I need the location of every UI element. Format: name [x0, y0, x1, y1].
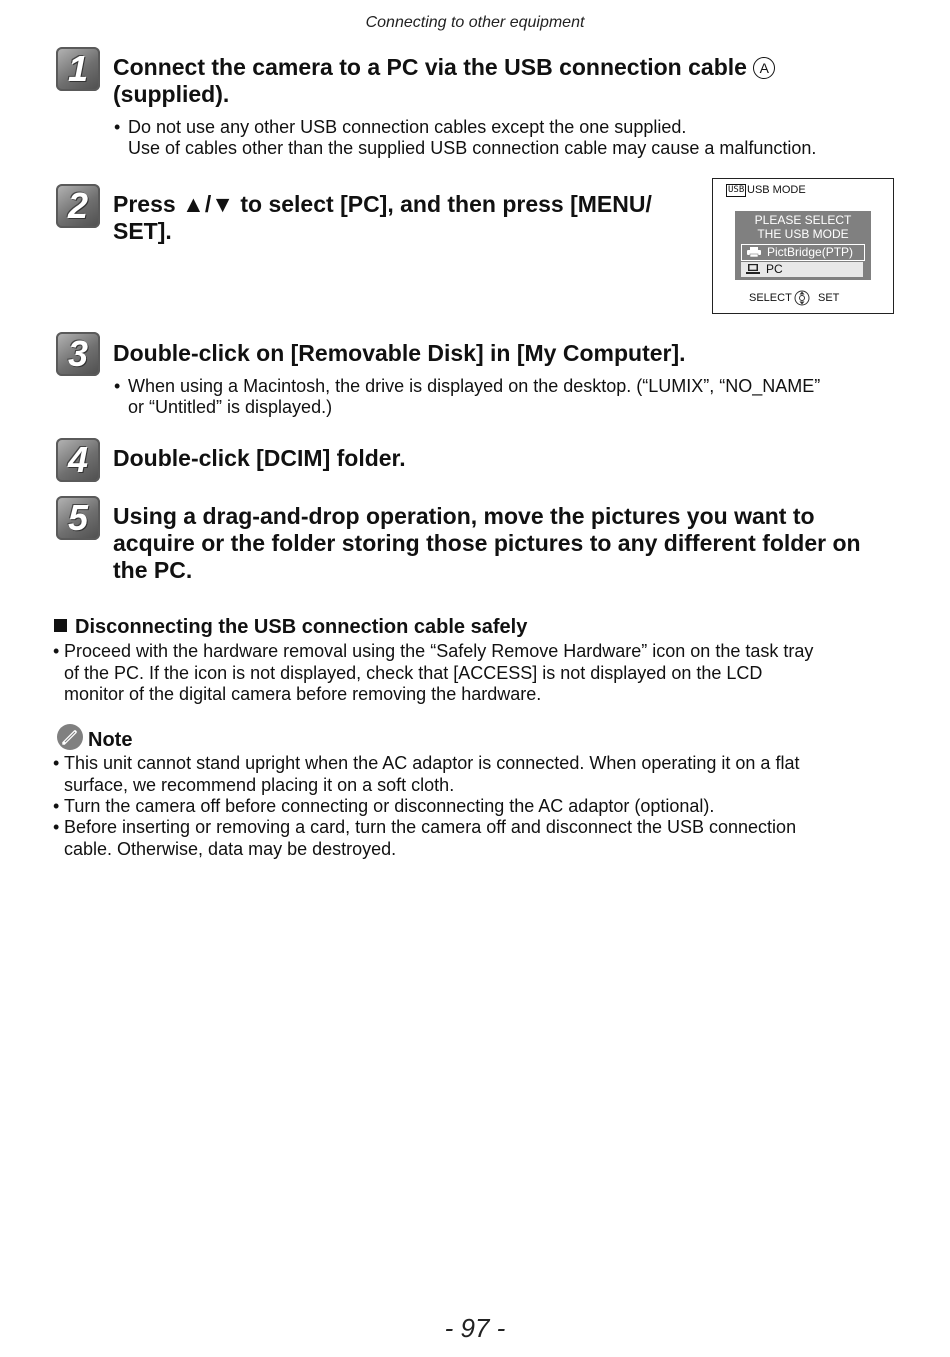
section-title-text: Disconnecting the USB connection cable safely — [75, 616, 528, 638]
step-number: 3 — [67, 333, 89, 374]
note-bullet — [53, 817, 894, 860]
step-1-title — [113, 54, 775, 108]
step-3-badge — [56, 332, 100, 376]
step-5-badge — [56, 496, 100, 540]
usb-icon: USB — [728, 185, 745, 195]
step-1-bullet — [114, 117, 817, 159]
step-number: 4 — [67, 439, 89, 480]
step-title-line: Double-click on [Removable Disk] in [My Computer]. — [113, 340, 686, 366]
note-bullet — [53, 796, 894, 818]
note-label: Note — [88, 729, 133, 751]
page-header: Connecting to other equipment — [365, 14, 585, 31]
bullet-line: When using a Macintosh, the drive is displayed on the desktop. (“LUMIX”, “NO_NAME” — [128, 376, 821, 396]
footer-select-label: SELECT — [749, 292, 792, 304]
step-4-title — [113, 445, 406, 472]
bullet-line: Do not use any other USB connection cables except the one supplied. — [128, 117, 687, 137]
step-title-line: (supplied). — [113, 81, 230, 107]
printer-icon — [747, 247, 761, 257]
prompt-line: THE USB MODE — [757, 227, 849, 241]
step-number: 2 — [67, 185, 89, 226]
bullet-line: Use of cables other than the supplied USB connection cable may cause a malfunction. — [128, 138, 817, 158]
option-label: PictBridge(PTP) — [767, 245, 854, 259]
bullet-dot: • — [53, 796, 60, 816]
bullet-dot: • — [53, 817, 60, 837]
dpad-icon — [794, 290, 810, 306]
option-label: PC — [766, 262, 783, 276]
pencil-icon — [57, 724, 83, 750]
usb-mode-screen — [712, 178, 894, 314]
bullet-line: or “Untitled” is displayed.) — [128, 397, 333, 417]
bullet-line: Before inserting or removing a card, turn the camera off and disconnect the USB connection — [64, 817, 797, 837]
bullet-line: Proceed with the hardware removal using the “Safely Remove Hardware” icon on the task tray — [64, 641, 814, 661]
step-5-title — [113, 503, 861, 584]
step-3-bullet — [114, 376, 821, 418]
page-number: - 97 - — [444, 1313, 506, 1343]
bullet-line: of the PC. If the icon is not displayed, check that [ACCESS] is not displayed on the LCD — [64, 662, 763, 683]
step-1-badge — [56, 47, 100, 91]
option-pc[interactable] — [741, 262, 863, 277]
step-title-line: SET]. — [113, 218, 172, 244]
lcd-title: USB MODE — [747, 184, 806, 196]
step-number: 5 — [67, 497, 89, 538]
note-bullet — [53, 753, 894, 796]
step-title-line: acquire or the folder storing those pictures to any different folder on — [113, 530, 861, 556]
bullet-dot: • — [53, 641, 60, 661]
bullet-dot: • — [53, 753, 60, 773]
disconnect-bullet — [53, 641, 894, 706]
footer-set-label: SET — [818, 292, 840, 304]
step-2-badge — [56, 184, 100, 228]
square-bullet-icon — [54, 619, 67, 632]
bullet-line: Turn the camera off before connecting or disconnecting the AC adaptor (optional). — [64, 796, 715, 816]
bullet-line: surface, we recommend placing it on a soft cloth. — [64, 774, 455, 795]
step-title-line: Using a drag-and-drop operation, move the pictures you want to — [113, 503, 815, 529]
step-3-title — [113, 340, 686, 367]
bullet-line: cable. Otherwise, data may be destroyed. — [64, 838, 397, 859]
step-title-line: the PC. — [113, 557, 193, 583]
bullet-dot: • — [114, 376, 121, 396]
step-title-line: Connect the camera to a PC via the USB connection cable — [113, 54, 747, 80]
bullet-line: monitor of the digital camera before removing the hardware. — [64, 684, 542, 704]
option-pictbridge[interactable] — [741, 244, 865, 261]
step-title-line: Press ▲/▼ to select [PC], and then press [MENU/ — [113, 191, 652, 217]
usb-mode-dialog — [735, 211, 871, 280]
computer-icon — [746, 264, 760, 274]
prompt-line: PLEASE SELECT — [754, 213, 852, 227]
dialog-prompt — [735, 213, 871, 241]
bullet-dot: • — [114, 117, 121, 137]
callout-letter: A — [753, 57, 775, 79]
section-title — [54, 615, 527, 639]
step-4-badge — [56, 438, 100, 482]
step-2-title — [113, 191, 652, 245]
step-number: 1 — [67, 48, 89, 89]
step-title-line: Double-click [DCIM] folder. — [113, 445, 406, 471]
bullet-line: This unit cannot stand upright when the AC adaptor is connected. When operating it on a flat — [64, 753, 800, 773]
